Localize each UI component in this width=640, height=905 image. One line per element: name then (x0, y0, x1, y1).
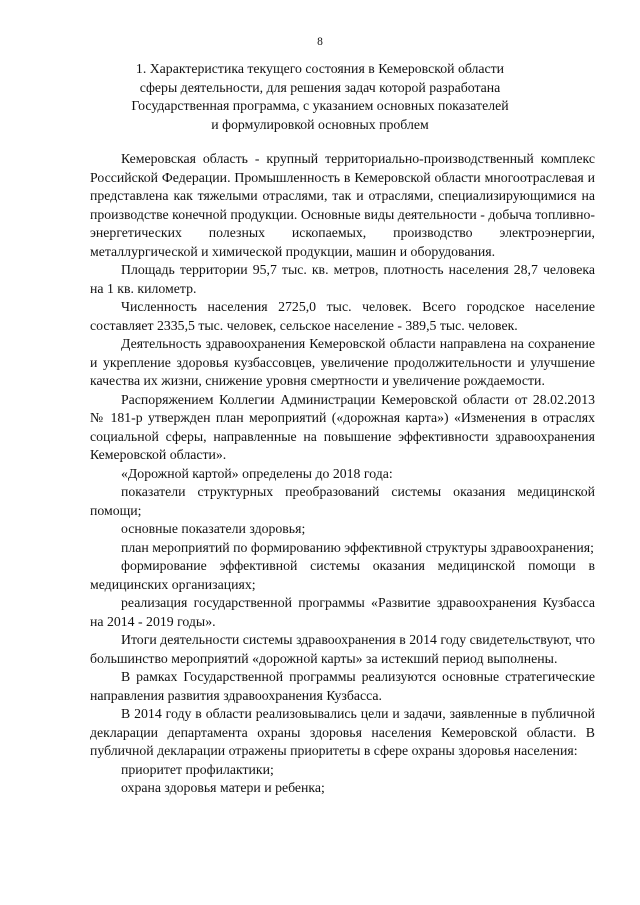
paragraph: Кемеровская область - крупный территориально-производственный комплекс Российской Федерации. Промышленность в Кемеровской области многоотраслевая и представлена как тяжелыми отраслями, так и отраслями, специализирующимися на производстве конечной продукции. Основные виды деятельности - добыча топливно-энергетических полезных ископаемых, производство электроэнергии, металлургической и химической продукции, машин и оборудования. (90, 151, 595, 259)
list-item: охрана здоровья матери и ребенка; (121, 780, 325, 795)
list-item: план мероприятий по формированию эффективной структуры здравоохранения; (121, 539, 594, 555)
paragraph: Численность населения 2725,0 тыс. человек. Всего городское население составляет 2335,5 тыс. человек, сельское население - 389,5 тыс. человек. (90, 299, 595, 333)
section-title (95, 60, 545, 134)
list-item: реализация государственной программы «Развитие здравоохранения Кузбасса на 2014 - 2019 годы». (90, 595, 595, 629)
list-item: приоритет профилактики; (121, 761, 274, 777)
paragraph: В 2014 году в области реализовывались цели и задачи, заявленные в публичной декларации департамента охраны здоровья населения Кемеровской области. В публичной декларации отражены приоритеты в сфере охраны здоровья населения: (90, 706, 595, 758)
paragraph: «Дорожной картой» определены до 2018 года: (121, 465, 393, 481)
title-line-3: Государственная программа, с указанием основных показателей (131, 98, 509, 113)
paragraph: Распоряжением Коллегии Администрации Кемеровской области от 28.02.2013 № 181-р утвержден план мероприятий («дорожная карта») «Изменения в отраслях социальной сферы, направленные на повышение эффективности здравоохранения Кемеровской области». (90, 391, 595, 462)
paragraph: Деятельность здравоохранения Кемеровской области направлена на сохранение и укрепление здоровья кузбассовцев, увеличение продолжительности и улучшение качества их жизни, снижение уровня смертности и увеличение рождаемости. (90, 336, 595, 388)
body-text (90, 150, 595, 798)
list-item: формирование эффективной системы оказания медицинской помощи в медицинских организациях; (90, 558, 595, 592)
title-line-4: и формулировкой основных проблем (211, 116, 429, 132)
list-item: основные показатели здоровья; (121, 521, 306, 536)
title-line-2: сферы деятельности, для решения задач которой разработана (139, 79, 501, 95)
paragraph: Площадь территории 95,7 тыс. кв. метров, плотность населения 28,7 человека на 1 кв. километр. (90, 262, 595, 296)
page-number: 8 (317, 36, 323, 48)
paragraph: В рамках Государственной программы реализуются основные стратегические направления развития здравоохранения Кузбасса. (90, 669, 595, 703)
title-line-1: 1. Характеристика текущего состояния в Кемеровской области (135, 61, 505, 76)
list-item: показатели структурных преобразований системы оказания медицинской помощи; (90, 484, 595, 518)
paragraph: Итоги деятельности системы здравоохранения в 2014 году свидетельствуют, что большинство мероприятий «дорожной карты» за истекший период выполнены. (90, 632, 595, 666)
